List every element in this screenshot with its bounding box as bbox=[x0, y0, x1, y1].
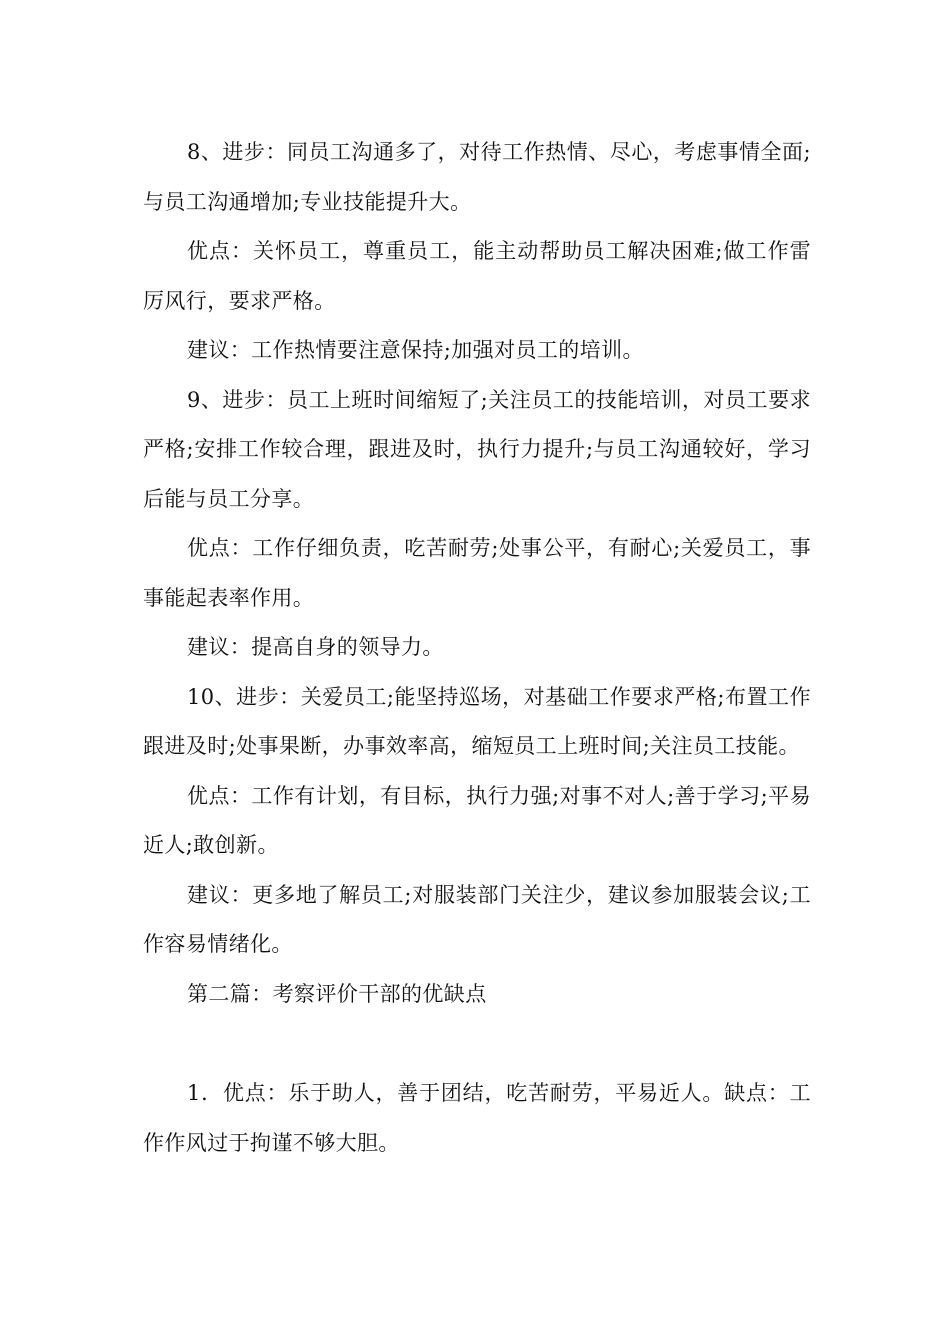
section-heading: 第二篇：考察评价干部的优缺点 bbox=[187, 981, 487, 1006]
paragraph-progress-10: 10、进步：关爱员工;能坚持巡场，对基础工作要求严格;布置工作跟进及时;处事果断，办事效率高，缩短员工上班时间;关注员工技能。 bbox=[143, 684, 811, 758]
paragraph-suggestion-9: 建议：提高自身的领导力。 bbox=[187, 635, 444, 659]
section-gap bbox=[143, 1019, 811, 1069]
paragraph-progress-9: 9、进步：员工上班时间缩短了;关注员工的技能培训，对员工要求严格;安排工作较合理，跟进及时，执行力提升;与员工沟通较好，学习后能与员工分享。 bbox=[143, 387, 811, 511]
paragraph-suggestion-10: 建议：更多地了解员工;对服装部门关注少，建议参加服装会议;工作容易情绪化。 bbox=[143, 882, 811, 956]
paragraph-strengths-9: 优点：工作仔细负责，吃苦耐劳;处事公平，有耐心;关爱员工，事事能起表率作用。 bbox=[143, 536, 811, 610]
paragraph-suggestion-8: 建议：工作热情要注意保持;加强对员工的培训。 bbox=[187, 338, 644, 362]
paragraph-progress-8: 8、进步：同员工沟通多了，对待工作热情、尽心，考虑事情全面;与员工沟通增加;专业技能提升大。 bbox=[143, 140, 811, 214]
paragraph-evaluation-1: 1．优点：乐于助人，善于团结，吃苦耐劳，平易近人。缺点：工作作风过于拘谨不够大胆。 bbox=[143, 1081, 811, 1155]
paragraph-strengths-8: 优点：关怀员工，尊重员工，能主动帮助员工解决困难;做工作雷厉风行，要求严格。 bbox=[143, 239, 811, 313]
paragraph-strengths-10: 优点：工作有计划，有目标，执行力强;对事不对人;善于学习;平易近人;敢创新。 bbox=[143, 783, 811, 857]
document-body bbox=[143, 128, 811, 1168]
